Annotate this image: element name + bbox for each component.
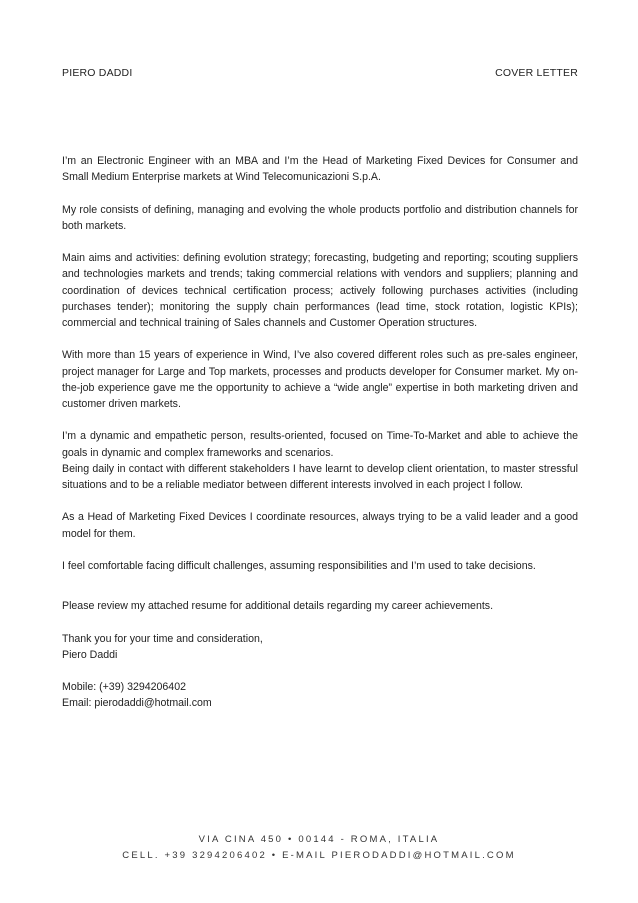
paragraph-role: My role consists of defining, managing and evolving the whole products portfolio and distribution channels for both markets. (62, 203, 578, 232)
closing-line: Thank you for your time and consideration, (62, 632, 263, 645)
letter-footer (0, 832, 638, 864)
sender-name: PIERO DADDI (62, 67, 133, 79)
email-line: Email: pierodaddi@hotmail.com (62, 697, 212, 710)
paragraph-experience: With more than 15 years of experience in Wind, I’ve also covered different roles such as pre-sales engineer, project manager for Large and Top markets, processes and products developer for Consumer market. My on-the-job experience gave me the opportunity to achieve a “wide angle” expertise in both marketing driven and customer driven markets. (62, 349, 578, 410)
paragraph-activities: Main aims and activities: defining evolution strategy; forecasting, budgeting and reporting; scouting suppliers and technologies markets and trends; taking commercial relations with vendors and suppliers; planning and coordination of devices technical certification process; actively following purchases activities (including purchases tender); monitoring the supply chain performances (lead time, stock rotation, logistic KPIs); commercial and technical training of Sales channels and Customer Operation structures. (62, 252, 578, 329)
footer-contacts: CELL. +39 3294206402 • E-MAIL PIERODADDI@HOTMAIL.COM (122, 850, 516, 861)
letter-header (62, 67, 578, 79)
mobile-line: Mobile: (+39) 3294206402 (62, 681, 186, 694)
document-type: COVER LETTER (495, 67, 578, 79)
paragraph-resume: Please review my attached resume for additional details regarding my career achievements. (62, 600, 494, 613)
paragraph-intro: I’m an Electronic Engineer with an MBA and I’m the Head of Marketing Fixed Devices for Consumer and Small Medium Enterprise markets at Wind Telecomunicazioni S.p.A. (62, 155, 578, 184)
paragraph-leadership: As a Head of Marketing Fixed Devices I coordinate resources, always trying to be a valid leader and a good model for them. (62, 511, 578, 540)
paragraph-challenges: I feel comfortable facing difficult challenges, assuming responsibilities and I’m used to take decisions. (62, 559, 536, 572)
signature-name: Piero Daddi (62, 648, 118, 661)
paragraph-stakeholders: Being daily in contact with different stakeholders I have learnt to develop client orientation, to master stressful situations and to be a reliable mediator between different interests involved in each project I follow. (62, 462, 578, 491)
paragraph-personality: I’m a dynamic and empathetic person, results-oriented, focused on Time-To-Market and able to achieve the goals in dynamic and complex frameworks and scenarios. (62, 430, 578, 459)
footer-address: VIA CINA 450 • 00144 - ROMA, ITALIA (198, 834, 440, 845)
letter-body (62, 153, 578, 712)
